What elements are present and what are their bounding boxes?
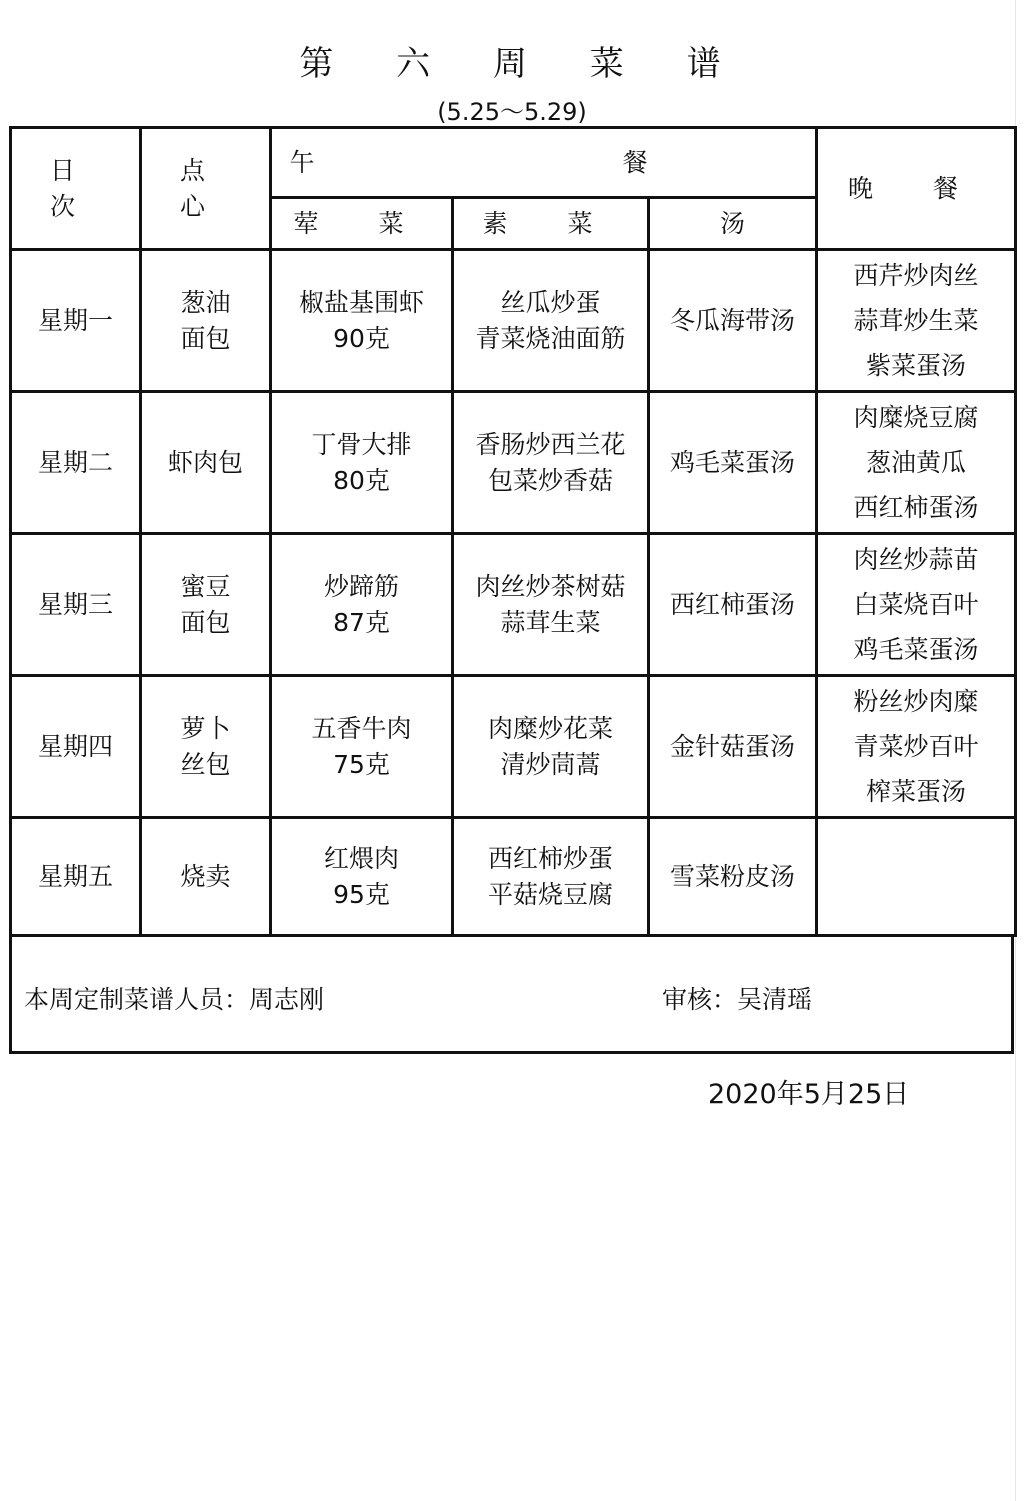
dinner-cell-line: 葱油黄瓜 [866, 448, 967, 477]
snack-cell-line: 葱油 [180, 287, 231, 317]
veg-dish-cell-line: 清炒茼蒿 [500, 749, 601, 779]
snack-cell [141, 534, 271, 676]
soup-cell: 雪菜粉皮汤 [649, 818, 817, 936]
dinner-cell [817, 676, 1016, 818]
veg-dish-cell-line: 西红柿炒蛋 [487, 843, 613, 873]
snack-cell [141, 392, 271, 534]
veg-dish-cell-line: 青菜烧油面筋 [475, 323, 626, 353]
meat-dish-cell-line: 炒蹄筋 [323, 571, 399, 601]
menu-row [11, 392, 1016, 534]
dinner-cell-line: 榨菜蛋汤 [866, 777, 967, 806]
veg-dish-cell [453, 392, 649, 534]
meat-dish-cell-line: 80克 [333, 465, 390, 495]
dinner-cell [817, 392, 1016, 534]
menu-row [11, 818, 1016, 936]
dinner-cell-line: 西芹炒肉丝 [853, 261, 979, 290]
meat-dish-cell-line: 87克 [333, 607, 390, 637]
snack-cell-line: 面包 [180, 607, 231, 637]
veg-dish-cell-line: 包菜炒香菇 [487, 465, 613, 495]
soup-cell: 金针菇蛋汤 [649, 676, 817, 818]
veg-dish-cell-line: 蒜茸生菜 [500, 607, 601, 637]
snack-cell [141, 818, 271, 936]
header-snack: 点 心 [141, 128, 271, 250]
dinner-cell [817, 534, 1016, 676]
veg-dish-cell [453, 534, 649, 676]
menu-row [11, 250, 1016, 392]
veg-dish-cell-line: 平菇烧豆腐 [487, 879, 613, 909]
day-cell: 星期三 [11, 534, 141, 676]
meat-dish-cell [271, 818, 453, 936]
meat-dish-cell-line: 红煨肉 [323, 843, 399, 873]
header-soup: 汤 [649, 198, 817, 250]
dinner-cell [817, 250, 1016, 392]
menu-row [11, 534, 1016, 676]
header-row-1 [11, 128, 1016, 198]
snack-cell-line: 丝包 [180, 749, 231, 779]
header-day: 日 次 [11, 128, 141, 250]
day-cell: 星期二 [11, 392, 141, 534]
meat-dish-cell-line: 95克 [333, 879, 390, 909]
snack-cell-line: 烧卖 [180, 861, 231, 891]
day-cell: 星期五 [11, 818, 141, 936]
snack-cell [141, 250, 271, 392]
meat-dish-cell-line: 75克 [333, 749, 390, 779]
meat-dish-cell [271, 676, 453, 818]
meat-dish-cell [271, 392, 453, 534]
meat-dish-cell [271, 534, 453, 676]
veg-dish-cell [453, 676, 649, 818]
veg-dish-cell-line: 香肠炒西兰花 [475, 429, 626, 459]
snack-cell [141, 676, 271, 818]
soup-cell: 西红柿蛋汤 [649, 534, 817, 676]
veg-dish-cell-line: 肉糜炒花菜 [487, 713, 613, 743]
page-title: 第 六 周 菜 谱 [299, 44, 747, 84]
snack-cell-line: 蜜豆 [180, 571, 231, 601]
dinner-cell [817, 818, 1016, 936]
header-lunch: 午 餐 [271, 128, 817, 198]
menu-row [11, 676, 1016, 818]
issue-date: 2020年5月25日 [708, 1079, 910, 1110]
header-veg: 素 菜 [453, 198, 649, 250]
dinner-cell-line: 鸡毛菜蛋汤 [853, 635, 979, 664]
meat-dish-cell-line: 椒盐基围虾 [298, 287, 424, 317]
dinner-cell-line: 粉丝炒肉糜 [853, 687, 979, 716]
header-meat: 荤 菜 [271, 198, 453, 250]
veg-dish-cell-line: 肉丝炒茶树菇 [475, 571, 626, 601]
dinner-cell-line: 青菜炒百叶 [853, 732, 979, 761]
dinner-cell-line: 白菜烧百叶 [853, 590, 979, 619]
menu-reviewer: 审核：吴清瑶 [662, 985, 813, 1014]
dinner-cell-line: 蒜茸炒生菜 [853, 306, 979, 335]
veg-dish-cell [453, 250, 649, 392]
veg-dish-cell-line: 丝瓜炒蛋 [500, 287, 601, 317]
header-dinner: 晚 餐 [817, 128, 1016, 250]
snack-cell-line: 面包 [180, 323, 231, 353]
meat-dish-cell-line: 丁骨大排 [311, 429, 412, 459]
meat-dish-cell [271, 250, 453, 392]
meat-dish-cell-line: 90克 [333, 323, 390, 353]
menu-table [9, 126, 1017, 937]
menu-maker: 本周定制菜谱人员：周志刚 [24, 985, 325, 1014]
day-cell: 星期四 [11, 676, 141, 818]
veg-dish-cell [453, 818, 649, 936]
snack-cell-line: 萝卜 [180, 713, 231, 743]
meat-dish-cell-line: 五香牛肉 [311, 713, 412, 743]
dinner-cell-line: 西红柿蛋汤 [853, 493, 979, 522]
footer-box [9, 936, 1014, 1054]
snack-cell-line: 虾肉包 [167, 447, 243, 477]
day-cell: 星期一 [11, 250, 141, 392]
soup-cell: 鸡毛菜蛋汤 [649, 392, 817, 534]
dinner-cell-line: 肉丝炒蒜苗 [853, 545, 979, 574]
soup-cell: 冬瓜海带汤 [649, 250, 817, 392]
dinner-cell-line: 肉糜烧豆腐 [853, 403, 979, 432]
dinner-cell-line: 紫菜蛋汤 [866, 351, 967, 380]
date-range: (5.25～5.29) [437, 98, 587, 126]
